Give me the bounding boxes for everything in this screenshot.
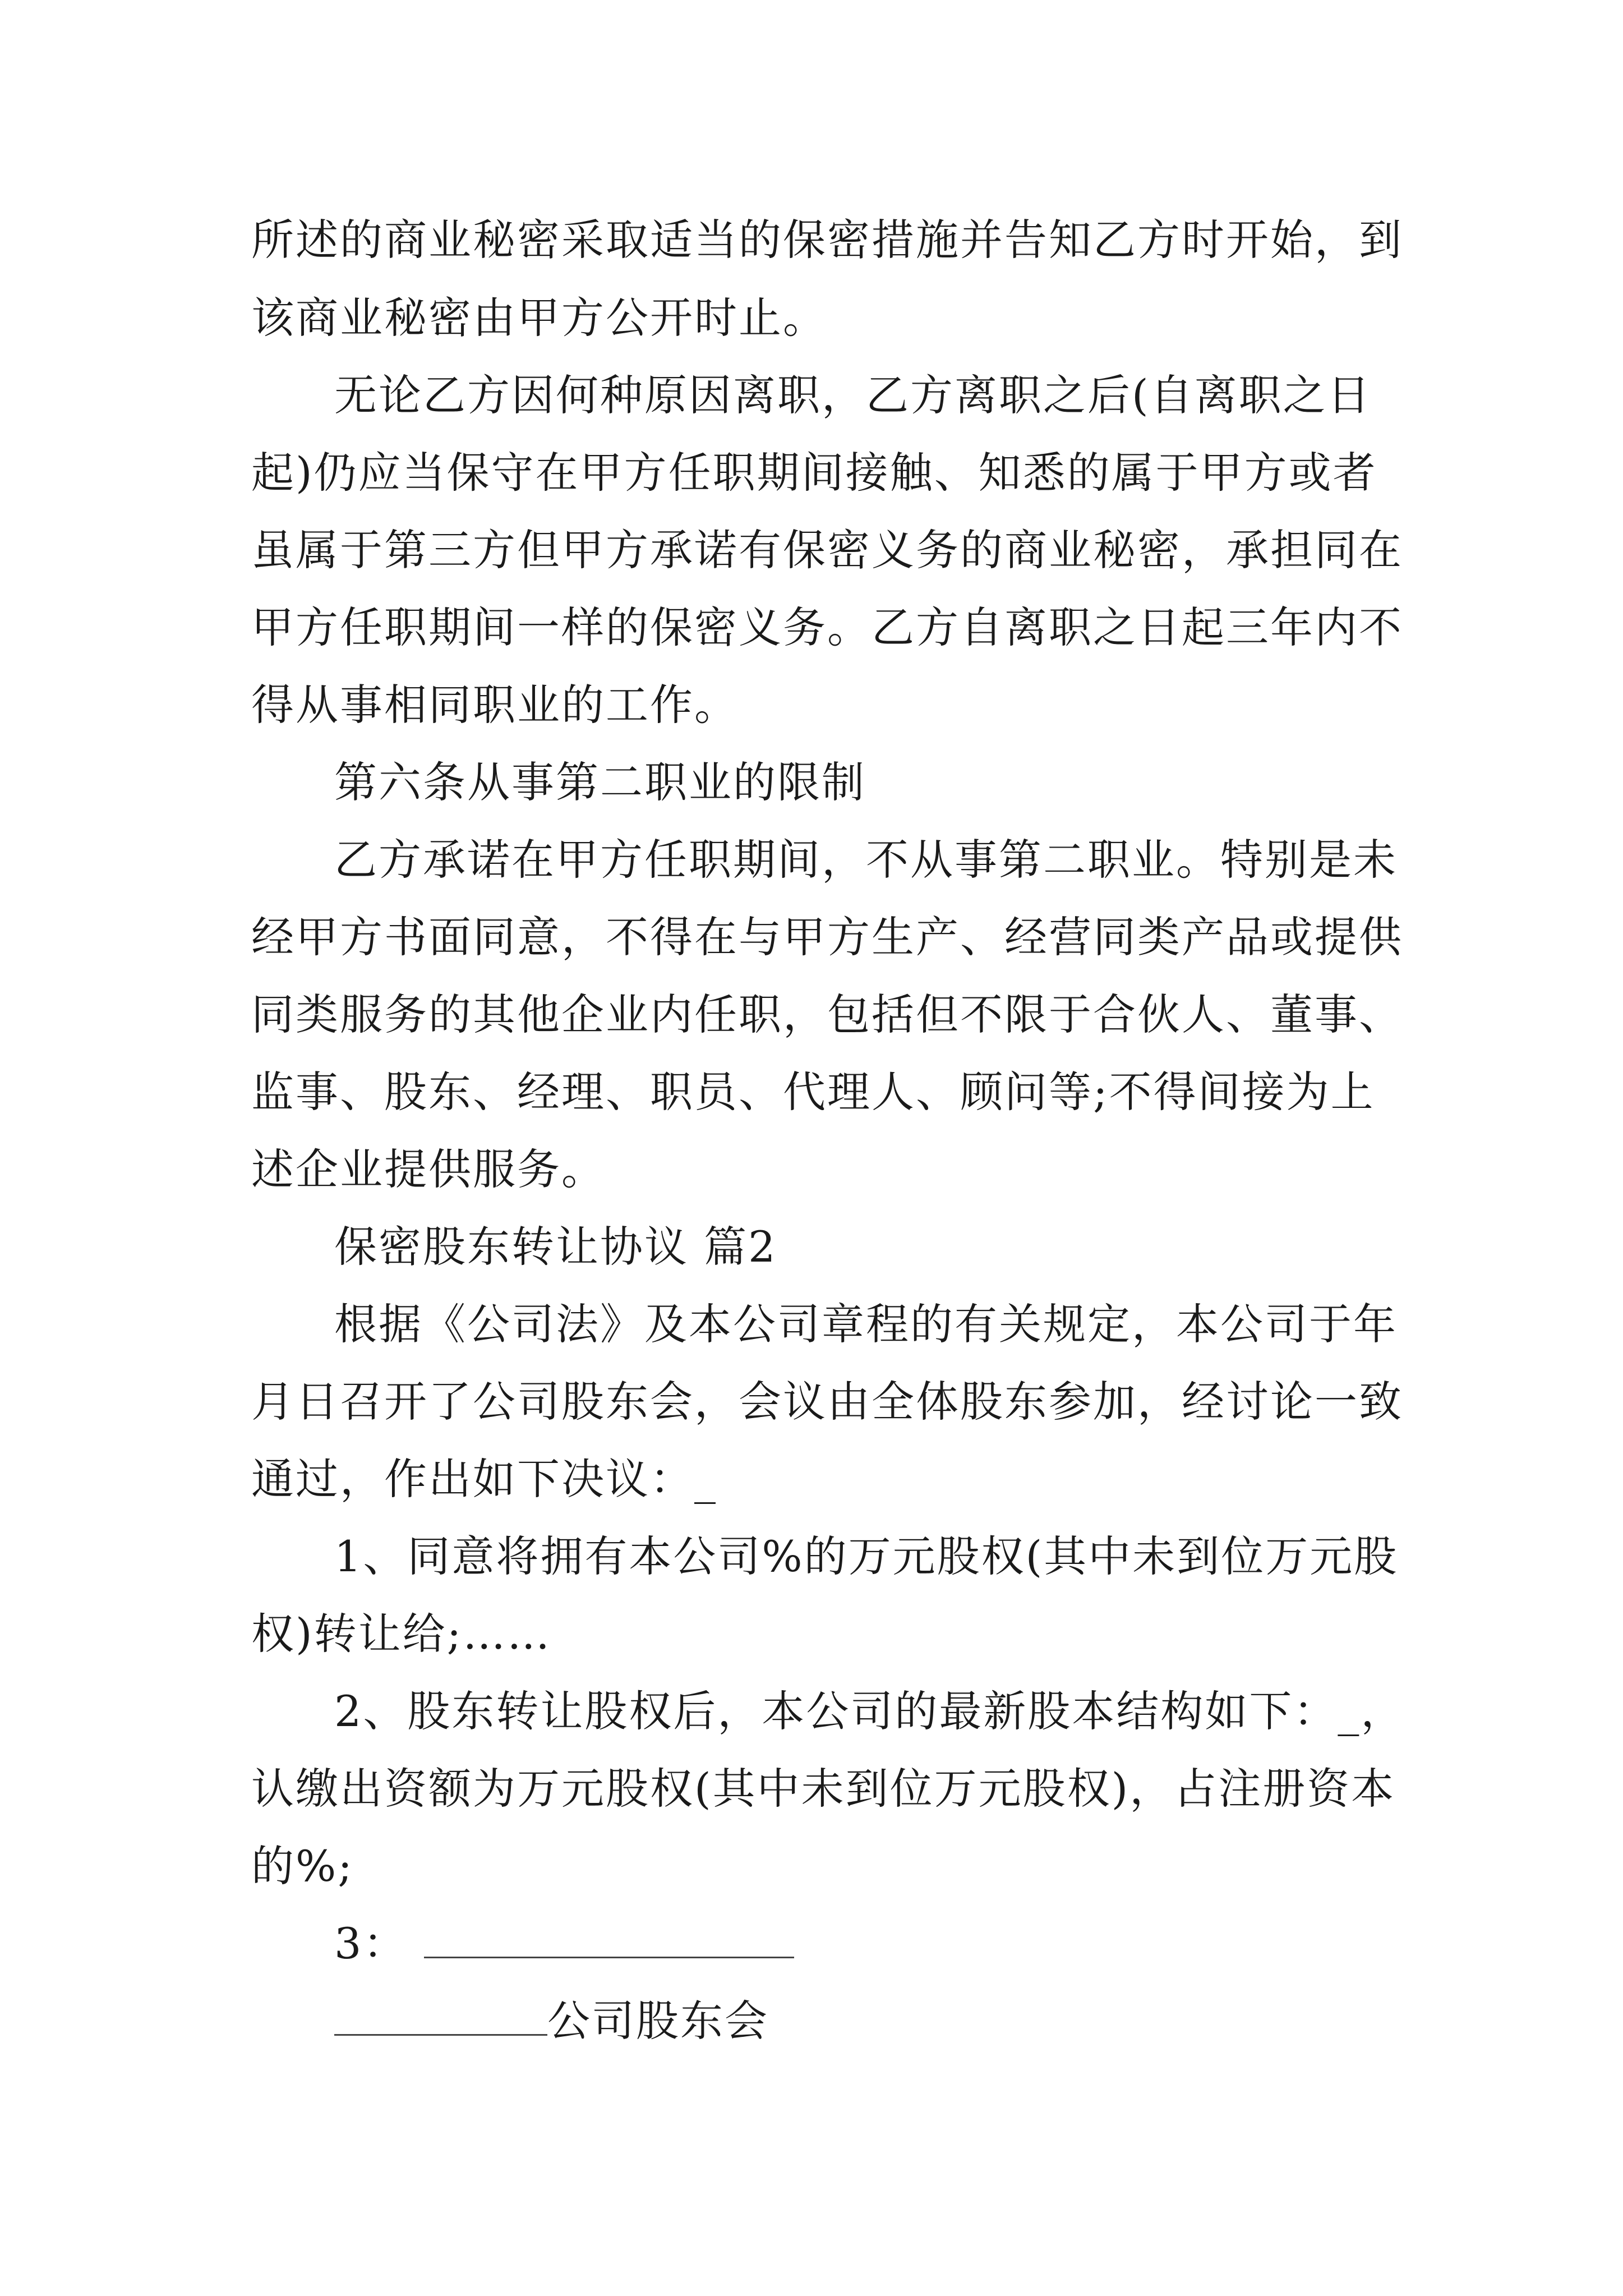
- text-line: 通过，作出如下决议：_: [251, 1454, 717, 1504]
- item-3-label: 3：: [334, 1918, 408, 1968]
- paragraph-start: 无论乙方因何种原因离职，乙方离职之后(自离职之日: [334, 370, 1372, 420]
- text-line: 述企业提供服务。: [251, 1144, 606, 1194]
- paragraph-start: 根据《公司法》及本公司章程的有关规定，本公司于年: [334, 1299, 1398, 1349]
- text-line: 甲方任职期间一样的保密义务。乙方自离职之日起三年内不: [251, 602, 1403, 652]
- resolution-item-1: 1、同意将拥有本公司%的万元股权(其中未到位万元股: [334, 1531, 1399, 1581]
- text-line: 月日召开了公司股东会，会议由全体股东参加，经讨论一致: [251, 1377, 1403, 1427]
- company-name-blank-line: [334, 1995, 547, 2036]
- article-heading: 第六条从事第二职业的限制: [334, 757, 866, 807]
- resolution-item-2: 2、股东转让股权后，本公司的最新股本结构如下：_，: [334, 1686, 1405, 1736]
- text-line: 权)转让给;……: [251, 1609, 552, 1659]
- text-line: 经甲方书面同意，不得在与甲方生产、经营同类产品或提供: [251, 912, 1403, 962]
- signature-text: 公司股东会: [547, 1996, 769, 2046]
- text-line: 得从事相同职业的工作。: [251, 680, 739, 730]
- signature-line: [334, 1993, 769, 2049]
- resolution-item-3: [334, 1916, 1484, 1972]
- text-line: 同类服务的其他企业内任职，包括但不限于合伙人、董事、: [251, 990, 1403, 1039]
- text-line: 的%;: [251, 1841, 354, 1891]
- text-line: 监事、股东、经理、职员、代理人、顾问等;不得间接为上: [251, 1067, 1375, 1117]
- text-line: 该商业秘密由甲方公开时止。: [251, 293, 827, 343]
- text-line: 起)仍应当保守在甲方任职期间接触、知悉的属于甲方或者: [251, 448, 1377, 498]
- text-line: 所述的商业秘密采取适当的保密措施并告知乙方时开始，到: [251, 215, 1403, 265]
- item-3-blank-line: [424, 1917, 794, 1958]
- text-line: 认缴出资额为万元股权(其中未到位万元股权)，占注册资本: [251, 1764, 1396, 1814]
- paragraph-start: 乙方承诺在甲方任职期间，不从事第二职业。特别是未: [334, 835, 1398, 885]
- text-line: 虽属于第三方但甲方承诺有保密义务的商业秘密，承担同在: [251, 525, 1403, 575]
- section-title: 保密股东转让协议 篇2: [334, 1222, 777, 1272]
